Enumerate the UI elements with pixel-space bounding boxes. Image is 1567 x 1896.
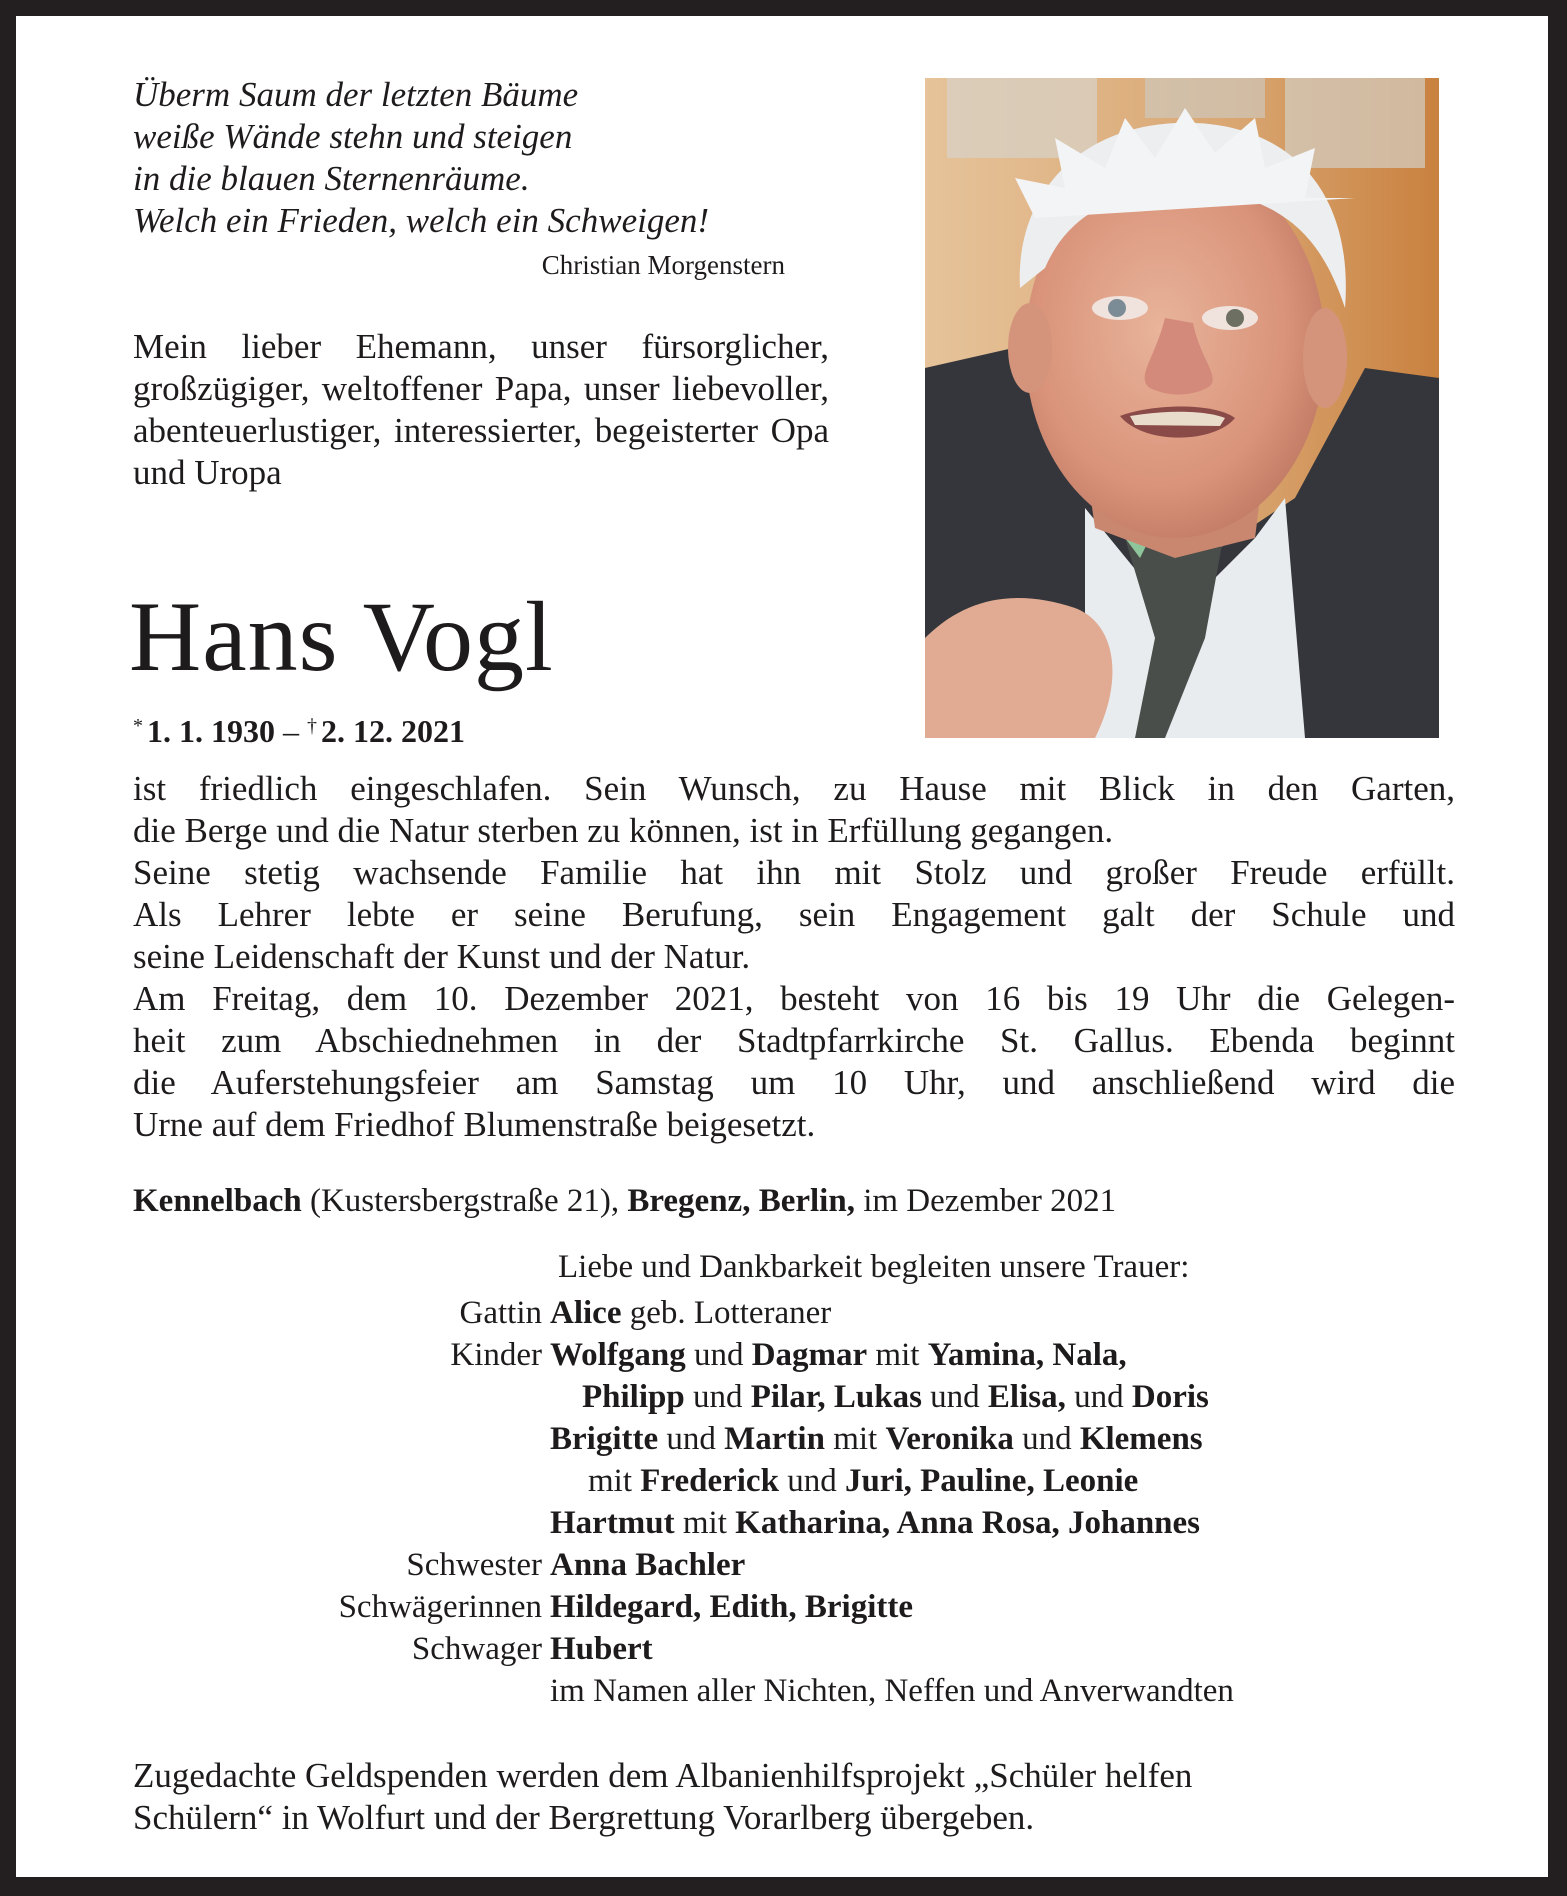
family-relation-label [133,1670,550,1712]
family-connector-text: und [685,1337,752,1373]
family-relation-label: Schwester [406,1547,542,1583]
birth-symbol: * [133,715,143,737]
family-member-name: Brigitte [550,1421,659,1457]
family-member-name: Hartmut [550,1505,675,1541]
family-connector-text: und [1065,1379,1132,1415]
body-line: seine Leidenschaft der Kunst und der Natur. [133,937,751,976]
body-line: die Berge und die Natur sterben zu können, ist in Erfüllung gegangen. [133,811,1114,850]
family-connector-text: und [658,1421,725,1457]
family-connector-text: und [921,1379,988,1415]
family-relation-label: Kinder [450,1337,542,1373]
family-member-name: Klemens [1079,1421,1203,1457]
body-line: heit zum Abschiednehmen in der Stadtpfarrkirche St. Gallus. Ebenda beginnt [133,1021,1455,1060]
family-row [133,1460,1455,1502]
family-connector-text: geb. Lotteraner [621,1295,832,1331]
body-line: Urne auf dem Friedhof Blumenstraße beigesetzt. [133,1105,816,1144]
family-relation-label [133,1418,550,1460]
family-intro: Liebe und Dankbarkeit begleiten unsere Trauer: [558,1249,1190,1285]
poem-line: weiße Wände stehn und steigen [133,117,573,156]
family-member-name: Alice [550,1295,622,1331]
family-member-name: Martin [724,1421,825,1457]
family-relation-label [133,1502,550,1544]
family-members [550,1460,1138,1502]
family-connector-text: mit [867,1337,928,1373]
family-relation-label [133,1376,550,1418]
family-member-name: Philipp [582,1379,685,1415]
family-relation-label [133,1460,550,1502]
family-members [550,1544,745,1586]
death-date: 2. 12. 2021 [321,713,465,749]
poem-line: Überm Saum der letzten Bäume [133,75,579,114]
location-date: im Dezember 2021 [854,1183,1117,1219]
poem-quote [133,74,833,242]
location-address: (Kustersbergstraße 21), [301,1183,628,1219]
family-row [133,1670,1455,1712]
body-line: die Auferstehungsfeier am Samstag um 10 Uhr, und anschließend wird die [133,1063,1455,1102]
intro-paragraph: Mein lieber Ehemann, unser fürsorglicher, großzügiger, weltoffener Papa, unser liebevoller, abenteuerlustiger, interessierter, begeisterter Opa und Uropa [133,327,829,492]
donation-line: Schülern“ in Wolfurt und der Bergrettung Vorarlberg übergeben. [133,1798,1035,1837]
family-row [133,1418,1455,1460]
family-member-name: Veronika [885,1421,1014,1457]
poem-line: in die blauen Sternenräume. [133,159,530,198]
family-row [133,1334,1455,1376]
obituary-notice [16,16,1548,1877]
family-connector-text: mit [674,1505,736,1541]
family-connector-text: und [1013,1421,1080,1457]
poem-author: Christian Morgenstern [541,250,785,280]
family-member-name: Pilar, Lukas [750,1379,922,1415]
family-members [550,1586,913,1628]
family-connector-text: und [684,1379,751,1415]
family-row [133,1628,1455,1670]
family-list [133,1292,1455,1712]
family-row [133,1376,1455,1418]
location-place: Kennelbach [133,1183,302,1219]
family-connector-text: mit [588,1463,641,1499]
portrait-photo [925,78,1439,738]
family-member-name: Yamina, Nala, [927,1337,1127,1373]
family-row [133,1586,1455,1628]
family-members [550,1670,1234,1712]
family-member-name: Hildegard, Edith, Brigitte [550,1589,913,1625]
donation-line: Zugedachte Geldspenden werden dem Albanienhilfsprojekt „Schüler helfen [133,1756,1193,1795]
death-symbol: † [307,715,317,737]
family-member-name: Hubert [550,1631,653,1667]
family-members [550,1502,1200,1544]
location-cities: Bregenz, Berlin, [627,1183,855,1219]
family-connector-text: mit [824,1421,886,1457]
family-members [550,1418,1203,1460]
donation-note [133,1755,1455,1839]
body-line: ist friedlich eingeschlafen. Sein Wunsch, zu Hause mit Blick in den Garten, [133,769,1455,808]
family-member-name: Juri, Pauline, Leonie [844,1463,1139,1499]
family-member-name: Dagmar [751,1337,868,1373]
family-member-name: Elisa, [987,1379,1066,1415]
poem-line: Welch ein Frieden, welch ein Schweigen! [133,201,710,240]
family-relation-label: Gattin [459,1295,542,1331]
body-line: Seine stetig wachsende Familie hat ihn mit Stolz und großer Freude erfüllt. [133,853,1455,892]
birth-date: 1. 1. 1930 [147,713,275,749]
family-member-name: Doris [1131,1379,1209,1415]
family-row [133,1544,1455,1586]
deceased-name: Hans Vogl [129,581,554,692]
body-line: Am Freitag, dem 10. Dezember 2021, besteht von 16 bis 19 Uhr die Gelegen- [133,979,1455,1018]
date-separator: – [283,713,299,749]
family-connector-text: und [778,1463,845,1499]
family-connector-text: im Namen aller Nichten, Neffen und Anverwandten [550,1673,1234,1709]
family-members [550,1292,831,1334]
family-relation-label: Schwager [411,1631,542,1667]
body-line: Als Lehrer lebte er seine Berufung, sein Engagement galt der Schule und [133,895,1455,934]
life-dates [133,706,465,751]
portrait-photo-icon [925,78,1439,738]
family-members [550,1334,1127,1376]
family-members [550,1628,653,1670]
family-member-name: Frederick [640,1463,779,1499]
family-member-name: Wolfgang [550,1337,686,1373]
family-members [550,1376,1209,1418]
family-row [133,1502,1455,1544]
family-member-name: Katharina, Anna Rosa, Johannes [735,1505,1201,1541]
family-relation-label: Schwägerinnen [338,1589,542,1625]
location-line [133,1180,1455,1222]
family-row [133,1292,1455,1334]
obituary-body [133,768,1455,1146]
family-member-name: Anna Bachler [550,1547,746,1583]
